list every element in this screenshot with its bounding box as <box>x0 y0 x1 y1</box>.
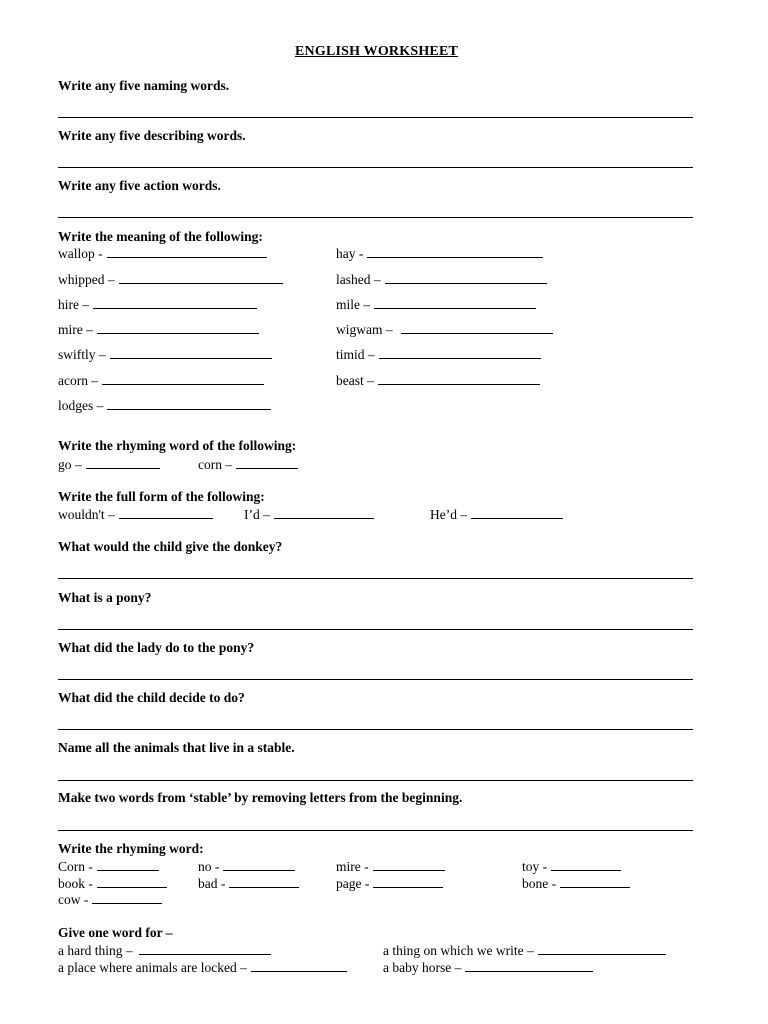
oneword-item: a hard thing – <box>58 942 271 959</box>
oneword-item: a baby horse – <box>383 959 593 976</box>
question-stable-animals: Name all the animals that live in a stable. <box>58 740 295 755</box>
fullform-heading: Write the full form of the following: <box>58 489 265 504</box>
fullform-item: wouldn't – <box>58 506 213 523</box>
rhyme2-item: mire - <box>336 858 445 875</box>
question-action-words: Write any five action words. <box>58 178 221 193</box>
fullform-item: He’d – <box>430 506 563 523</box>
meaning-item: beast – <box>336 372 540 389</box>
meaning-item: wigwam – <box>336 321 553 338</box>
meaning-item: acorn – <box>58 372 264 389</box>
question-lady-pony: What did the lady do to the pony? <box>58 640 255 655</box>
rhyme2-item: page - <box>336 875 443 892</box>
rhyme-heading: Write the rhyming word of the following: <box>58 438 297 453</box>
rhyme2-heading: Write the rhyming word: <box>58 841 204 856</box>
question-naming-words: Write any five naming words. <box>58 78 230 93</box>
rhyme2-item: cow - <box>58 891 162 908</box>
question-stable-words: Make two words from ‘stable’ by removing letters from the beginning. <box>58 790 463 805</box>
rhyme2-item: no - <box>198 858 295 875</box>
worksheet-title: ENGLISH WORKSHEET <box>295 44 459 59</box>
meaning-item: swiftly – <box>58 346 272 363</box>
meaning-item: hay - <box>336 245 543 262</box>
rhyme2-item: bone - <box>522 875 630 892</box>
answer-line <box>58 780 693 781</box>
fullform-item: I’d – <box>244 506 374 523</box>
question-describing-words: Write any five describing words. <box>58 128 246 143</box>
meaning-item: timid – <box>336 346 541 363</box>
meaning-item: lodges – <box>58 397 271 414</box>
meaning-item: whipped – <box>58 271 283 288</box>
meaning-item: hire – <box>58 296 257 313</box>
rhyme2-item: Corn - <box>58 858 159 875</box>
answer-line <box>58 578 693 579</box>
answer-line <box>58 830 693 831</box>
question-child-decide: What did the child decide to do? <box>58 690 245 705</box>
rhyme2-item: bad - <box>198 875 299 892</box>
answer-line <box>58 117 693 118</box>
rhyme-item: corn – <box>198 456 298 473</box>
meaning-heading: Write the meaning of the following: <box>58 229 263 244</box>
answer-line <box>58 217 693 218</box>
question-what-is-pony: What is a pony? <box>58 590 152 605</box>
rhyme-item: go – <box>58 456 160 473</box>
answer-line <box>58 729 693 730</box>
rhyme2-item: book - <box>58 875 167 892</box>
rhyme2-item: toy - <box>522 858 621 875</box>
answer-line <box>58 679 693 680</box>
oneword-heading: Give one word for – <box>58 925 173 940</box>
question-child-give-donkey: What would the child give the donkey? <box>58 539 283 554</box>
meaning-item: lashed – <box>336 271 547 288</box>
oneword-item: a thing on which we write – <box>383 942 666 959</box>
meaning-item: mile – <box>336 296 536 313</box>
meaning-item: mire – <box>58 321 259 338</box>
answer-line <box>58 629 693 630</box>
oneword-item: a place where animals are locked – <box>58 959 347 976</box>
meaning-item: wallop - <box>58 245 267 262</box>
answer-line <box>58 167 693 168</box>
